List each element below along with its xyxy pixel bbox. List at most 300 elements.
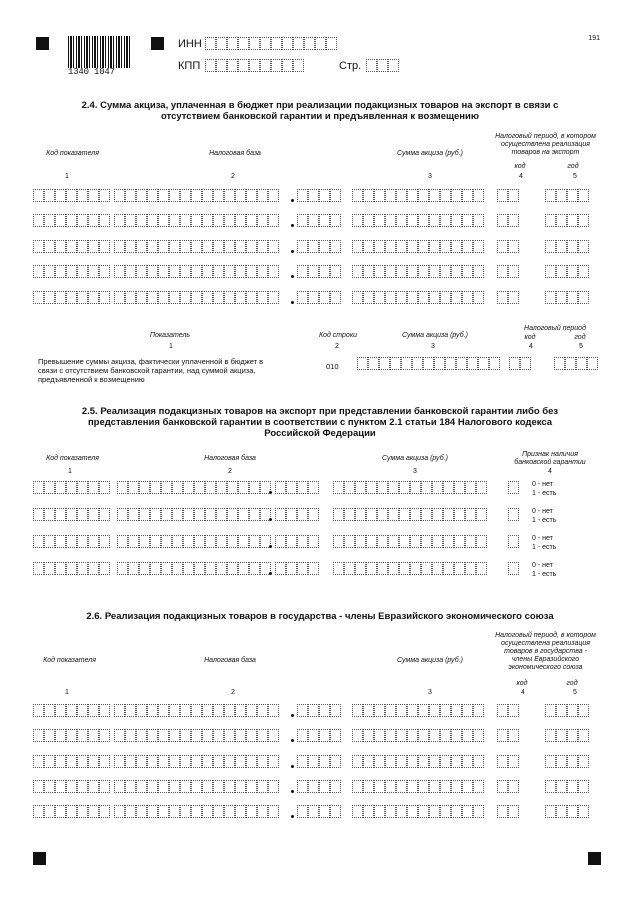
input-cell[interactable] <box>88 240 99 253</box>
s26-row-god[interactable] <box>545 729 589 742</box>
input-cell[interactable] <box>66 240 77 253</box>
input-cell[interactable] <box>319 780 330 793</box>
input-cell[interactable] <box>565 357 576 370</box>
s25-row-sum[interactable] <box>333 508 487 521</box>
input-cell[interactable] <box>352 240 363 253</box>
input-cell[interactable] <box>319 240 330 253</box>
input-cell[interactable] <box>117 562 128 575</box>
s26-row-kod[interactable] <box>497 805 519 818</box>
input-cell[interactable] <box>451 729 462 742</box>
input-cell[interactable] <box>257 729 268 742</box>
input-cell[interactable] <box>374 189 385 202</box>
input-cell[interactable] <box>257 755 268 768</box>
input-cell[interactable] <box>282 59 293 72</box>
input-cell[interactable] <box>567 240 578 253</box>
input-cell[interactable] <box>77 291 88 304</box>
input-cell[interactable] <box>224 755 235 768</box>
input-cell[interactable] <box>169 291 180 304</box>
input-cell[interactable] <box>33 755 44 768</box>
input-cell[interactable] <box>257 805 268 818</box>
input-cell[interactable] <box>286 481 297 494</box>
input-cell[interactable] <box>363 214 374 227</box>
input-cell[interactable] <box>202 240 213 253</box>
s26-row-base-frac[interactable] <box>297 755 341 768</box>
input-cell[interactable] <box>66 729 77 742</box>
s26-row-base-frac[interactable] <box>297 704 341 717</box>
input-cell[interactable] <box>180 729 191 742</box>
input-cell[interactable] <box>352 780 363 793</box>
s24-row-kod[interactable] <box>497 291 519 304</box>
input-cell[interactable] <box>308 240 319 253</box>
s24-row-god[interactable] <box>545 291 589 304</box>
input-cell[interactable] <box>462 291 473 304</box>
input-cell[interactable] <box>374 755 385 768</box>
input-cell[interactable] <box>374 291 385 304</box>
input-cell[interactable] <box>227 59 238 72</box>
input-cell[interactable] <box>44 535 55 548</box>
input-cell[interactable] <box>440 240 451 253</box>
input-cell[interactable] <box>66 805 77 818</box>
input-cell[interactable] <box>418 780 429 793</box>
input-cell[interactable] <box>169 755 180 768</box>
input-cell[interactable] <box>202 291 213 304</box>
input-cell[interactable] <box>33 291 44 304</box>
s25-row-sign[interactable] <box>508 481 519 494</box>
input-cell[interactable] <box>297 481 308 494</box>
input-cell[interactable] <box>246 240 257 253</box>
input-cell[interactable] <box>473 240 484 253</box>
input-cell[interactable] <box>44 780 55 793</box>
input-cell[interactable] <box>44 291 55 304</box>
input-cell[interactable] <box>497 780 508 793</box>
input-cell[interactable] <box>363 729 374 742</box>
input-cell[interactable] <box>66 562 77 575</box>
input-cell[interactable] <box>363 780 374 793</box>
input-cell[interactable] <box>88 704 99 717</box>
s26-row-code[interactable] <box>33 805 110 818</box>
kpp-field[interactable] <box>205 59 304 72</box>
input-cell[interactable] <box>44 214 55 227</box>
s24-row-base-int[interactable] <box>114 214 279 227</box>
input-cell[interactable] <box>520 357 531 370</box>
input-cell[interactable] <box>77 535 88 548</box>
input-cell[interactable] <box>567 780 578 793</box>
input-cell[interactable] <box>443 508 454 521</box>
input-cell[interactable] <box>385 214 396 227</box>
input-cell[interactable] <box>297 729 308 742</box>
input-cell[interactable] <box>77 481 88 494</box>
input-cell[interactable] <box>238 508 249 521</box>
input-cell[interactable] <box>330 755 341 768</box>
input-cell[interactable] <box>227 37 238 50</box>
input-cell[interactable] <box>308 562 319 575</box>
input-cell[interactable] <box>136 214 147 227</box>
input-cell[interactable] <box>363 265 374 278</box>
input-cell[interactable] <box>451 214 462 227</box>
input-cell[interactable] <box>271 37 282 50</box>
input-cell[interactable] <box>545 214 556 227</box>
input-cell[interactable] <box>238 481 249 494</box>
input-cell[interactable] <box>385 240 396 253</box>
input-cell[interactable] <box>136 755 147 768</box>
s26-row-god[interactable] <box>545 805 589 818</box>
input-cell[interactable] <box>55 291 66 304</box>
input-cell[interactable] <box>169 805 180 818</box>
input-cell[interactable] <box>44 704 55 717</box>
input-cell[interactable] <box>407 755 418 768</box>
input-cell[interactable] <box>377 535 388 548</box>
input-cell[interactable] <box>99 189 110 202</box>
s24-row-kod[interactable] <box>497 189 519 202</box>
input-cell[interactable] <box>88 729 99 742</box>
input-cell[interactable] <box>344 562 355 575</box>
input-cell[interactable] <box>216 508 227 521</box>
input-cell[interactable] <box>117 535 128 548</box>
input-cell[interactable] <box>508 265 519 278</box>
input-cell[interactable] <box>465 562 476 575</box>
input-cell[interactable] <box>286 535 297 548</box>
input-cell[interactable] <box>418 240 429 253</box>
input-cell[interactable] <box>180 704 191 717</box>
s25-row-base-frac[interactable] <box>275 508 319 521</box>
input-cell[interactable] <box>363 291 374 304</box>
input-cell[interactable] <box>308 508 319 521</box>
input-cell[interactable] <box>556 729 567 742</box>
s26-row-base-int[interactable] <box>114 704 279 717</box>
input-cell[interactable] <box>249 508 260 521</box>
input-cell[interactable] <box>293 59 304 72</box>
input-cell[interactable] <box>434 357 445 370</box>
input-cell[interactable] <box>55 535 66 548</box>
input-cell[interactable] <box>114 755 125 768</box>
s26-row-sum[interactable] <box>352 704 484 717</box>
input-cell[interactable] <box>352 265 363 278</box>
input-cell[interactable] <box>545 755 556 768</box>
input-cell[interactable] <box>128 508 139 521</box>
input-cell[interactable] <box>567 189 578 202</box>
input-cell[interactable] <box>352 729 363 742</box>
input-cell[interactable] <box>445 357 456 370</box>
input-cell[interactable] <box>451 805 462 818</box>
input-cell[interactable] <box>451 755 462 768</box>
input-cell[interactable] <box>319 704 330 717</box>
input-cell[interactable] <box>216 481 227 494</box>
input-cell[interactable] <box>158 780 169 793</box>
input-cell[interactable] <box>55 240 66 253</box>
input-cell[interactable] <box>33 780 44 793</box>
input-cell[interactable] <box>257 780 268 793</box>
input-cell[interactable] <box>377 562 388 575</box>
s24-row-sum[interactable] <box>352 265 484 278</box>
input-cell[interactable] <box>44 508 55 521</box>
input-cell[interactable] <box>88 562 99 575</box>
input-cell[interactable] <box>308 265 319 278</box>
s24-row-code[interactable] <box>33 240 110 253</box>
input-cell[interactable] <box>451 780 462 793</box>
input-cell[interactable] <box>213 214 224 227</box>
input-cell[interactable] <box>55 562 66 575</box>
input-cell[interactable] <box>268 240 279 253</box>
input-cell[interactable] <box>407 729 418 742</box>
input-cell[interactable] <box>344 508 355 521</box>
input-cell[interactable] <box>227 481 238 494</box>
input-cell[interactable] <box>139 535 150 548</box>
s24-row-base-frac[interactable] <box>297 240 341 253</box>
input-cell[interactable] <box>99 265 110 278</box>
s25-row-sum[interactable] <box>333 562 487 575</box>
input-cell[interactable] <box>147 240 158 253</box>
input-cell[interactable] <box>99 729 110 742</box>
input-cell[interactable] <box>545 240 556 253</box>
input-cell[interactable] <box>352 704 363 717</box>
input-cell[interactable] <box>355 535 366 548</box>
s25-row-code[interactable] <box>33 562 110 575</box>
input-cell[interactable] <box>545 729 556 742</box>
s25-row-sign[interactable] <box>508 535 519 548</box>
input-cell[interactable] <box>330 704 341 717</box>
input-cell[interactable] <box>147 755 158 768</box>
input-cell[interactable] <box>147 214 158 227</box>
input-cell[interactable] <box>297 508 308 521</box>
input-cell[interactable] <box>55 265 66 278</box>
input-cell[interactable] <box>421 562 432 575</box>
input-cell[interactable] <box>355 481 366 494</box>
input-cell[interactable] <box>180 240 191 253</box>
input-cell[interactable] <box>44 189 55 202</box>
s24-row-kod[interactable] <box>497 265 519 278</box>
input-cell[interactable] <box>319 189 330 202</box>
input-cell[interactable] <box>330 729 341 742</box>
s24-excess-sum-field[interactable] <box>357 357 500 370</box>
input-cell[interactable] <box>567 729 578 742</box>
input-cell[interactable] <box>224 704 235 717</box>
input-cell[interactable] <box>205 59 216 72</box>
input-cell[interactable] <box>33 508 44 521</box>
input-cell[interactable] <box>238 37 249 50</box>
input-cell[interactable] <box>161 562 172 575</box>
input-cell[interactable] <box>407 780 418 793</box>
s25-row-sign[interactable] <box>508 508 519 521</box>
input-cell[interactable] <box>385 755 396 768</box>
input-cell[interactable] <box>194 562 205 575</box>
input-cell[interactable] <box>462 805 473 818</box>
s24-row-kod[interactable] <box>497 240 519 253</box>
input-cell[interactable] <box>169 214 180 227</box>
input-cell[interactable] <box>388 535 399 548</box>
input-cell[interactable] <box>99 214 110 227</box>
input-cell[interactable] <box>297 805 308 818</box>
input-cell[interactable] <box>216 562 227 575</box>
input-cell[interactable] <box>150 508 161 521</box>
s24-row-god[interactable] <box>545 189 589 202</box>
input-cell[interactable] <box>77 755 88 768</box>
input-cell[interactable] <box>147 265 158 278</box>
input-cell[interactable] <box>388 59 399 72</box>
input-cell[interactable] <box>508 481 519 494</box>
input-cell[interactable] <box>556 805 567 818</box>
input-cell[interactable] <box>352 214 363 227</box>
input-cell[interactable] <box>33 729 44 742</box>
input-cell[interactable] <box>235 755 246 768</box>
input-cell[interactable] <box>578 265 589 278</box>
input-cell[interactable] <box>423 357 434 370</box>
input-cell[interactable] <box>169 240 180 253</box>
input-cell[interactable] <box>213 189 224 202</box>
input-cell[interactable] <box>44 805 55 818</box>
input-cell[interactable] <box>388 481 399 494</box>
input-cell[interactable] <box>567 214 578 227</box>
input-cell[interactable] <box>169 265 180 278</box>
input-cell[interactable] <box>257 704 268 717</box>
s26-row-god[interactable] <box>545 704 589 717</box>
input-cell[interactable] <box>88 291 99 304</box>
input-cell[interactable] <box>224 214 235 227</box>
input-cell[interactable] <box>462 189 473 202</box>
input-cell[interactable] <box>213 291 224 304</box>
input-cell[interactable] <box>429 265 440 278</box>
input-cell[interactable] <box>44 562 55 575</box>
input-cell[interactable] <box>125 780 136 793</box>
input-cell[interactable] <box>125 240 136 253</box>
input-cell[interactable] <box>308 189 319 202</box>
s26-row-sum[interactable] <box>352 780 484 793</box>
input-cell[interactable] <box>77 704 88 717</box>
input-cell[interactable] <box>235 805 246 818</box>
input-cell[interactable] <box>377 508 388 521</box>
input-cell[interactable] <box>357 357 368 370</box>
input-cell[interactable] <box>44 240 55 253</box>
input-cell[interactable] <box>418 291 429 304</box>
input-cell[interactable] <box>556 189 567 202</box>
input-cell[interactable] <box>385 704 396 717</box>
input-cell[interactable] <box>33 481 44 494</box>
input-cell[interactable] <box>66 755 77 768</box>
input-cell[interactable] <box>297 562 308 575</box>
input-cell[interactable] <box>275 562 286 575</box>
input-cell[interactable] <box>114 291 125 304</box>
input-cell[interactable] <box>88 481 99 494</box>
input-cell[interactable] <box>330 780 341 793</box>
input-cell[interactable] <box>319 265 330 278</box>
input-cell[interactable] <box>508 189 519 202</box>
s26-row-god[interactable] <box>545 780 589 793</box>
input-cell[interactable] <box>125 704 136 717</box>
input-cell[interactable] <box>246 780 257 793</box>
input-cell[interactable] <box>385 805 396 818</box>
input-cell[interactable] <box>352 189 363 202</box>
input-cell[interactable] <box>268 214 279 227</box>
input-cell[interactable] <box>88 189 99 202</box>
input-cell[interactable] <box>33 805 44 818</box>
input-cell[interactable] <box>139 481 150 494</box>
input-cell[interactable] <box>224 805 235 818</box>
input-cell[interactable] <box>443 562 454 575</box>
input-cell[interactable] <box>578 780 589 793</box>
input-cell[interactable] <box>440 704 451 717</box>
input-cell[interactable] <box>297 704 308 717</box>
input-cell[interactable] <box>308 729 319 742</box>
input-cell[interactable] <box>66 291 77 304</box>
input-cell[interactable] <box>202 214 213 227</box>
input-cell[interactable] <box>497 291 508 304</box>
s24-row-base-frac[interactable] <box>297 265 341 278</box>
input-cell[interactable] <box>315 37 326 50</box>
input-cell[interactable] <box>297 780 308 793</box>
input-cell[interactable] <box>169 729 180 742</box>
input-cell[interactable] <box>139 562 150 575</box>
input-cell[interactable] <box>319 729 330 742</box>
input-cell[interactable] <box>114 780 125 793</box>
input-cell[interactable] <box>355 508 366 521</box>
input-cell[interactable] <box>246 291 257 304</box>
input-cell[interactable] <box>205 37 216 50</box>
input-cell[interactable] <box>191 704 202 717</box>
input-cell[interactable] <box>117 481 128 494</box>
s26-row-kod[interactable] <box>497 729 519 742</box>
input-cell[interactable] <box>114 214 125 227</box>
input-cell[interactable] <box>465 535 476 548</box>
input-cell[interactable] <box>396 265 407 278</box>
input-cell[interactable] <box>55 214 66 227</box>
s24-row-code[interactable] <box>33 291 110 304</box>
input-cell[interactable] <box>77 729 88 742</box>
input-cell[interactable] <box>489 357 500 370</box>
input-cell[interactable] <box>462 265 473 278</box>
input-cell[interactable] <box>44 755 55 768</box>
input-cell[interactable] <box>202 189 213 202</box>
input-cell[interactable] <box>180 755 191 768</box>
s24-row-kod[interactable] <box>497 214 519 227</box>
input-cell[interactable] <box>202 729 213 742</box>
input-cell[interactable] <box>224 265 235 278</box>
inn-field[interactable] <box>205 37 337 50</box>
input-cell[interactable] <box>33 214 44 227</box>
input-cell[interactable] <box>202 805 213 818</box>
s26-row-base-frac[interactable] <box>297 805 341 818</box>
input-cell[interactable] <box>578 291 589 304</box>
input-cell[interactable] <box>319 291 330 304</box>
input-cell[interactable] <box>473 189 484 202</box>
s24-row-sum[interactable] <box>352 291 484 304</box>
input-cell[interactable] <box>554 357 565 370</box>
input-cell[interactable] <box>257 189 268 202</box>
input-cell[interactable] <box>125 189 136 202</box>
s26-row-code[interactable] <box>33 729 110 742</box>
input-cell[interactable] <box>556 214 567 227</box>
input-cell[interactable] <box>330 214 341 227</box>
s25-row-code[interactable] <box>33 481 110 494</box>
input-cell[interactable] <box>545 291 556 304</box>
input-cell[interactable] <box>462 755 473 768</box>
s24-row-god[interactable] <box>545 214 589 227</box>
input-cell[interactable] <box>407 214 418 227</box>
input-cell[interactable] <box>451 189 462 202</box>
input-cell[interactable] <box>158 755 169 768</box>
input-cell[interactable] <box>246 755 257 768</box>
input-cell[interactable] <box>497 214 508 227</box>
input-cell[interactable] <box>268 291 279 304</box>
input-cell[interactable] <box>194 481 205 494</box>
input-cell[interactable] <box>374 729 385 742</box>
input-cell[interactable] <box>99 780 110 793</box>
input-cell[interactable] <box>421 508 432 521</box>
input-cell[interactable] <box>150 535 161 548</box>
input-cell[interactable] <box>147 780 158 793</box>
s26-row-base-frac[interactable] <box>297 780 341 793</box>
input-cell[interactable] <box>432 562 443 575</box>
input-cell[interactable] <box>235 780 246 793</box>
input-cell[interactable] <box>202 780 213 793</box>
